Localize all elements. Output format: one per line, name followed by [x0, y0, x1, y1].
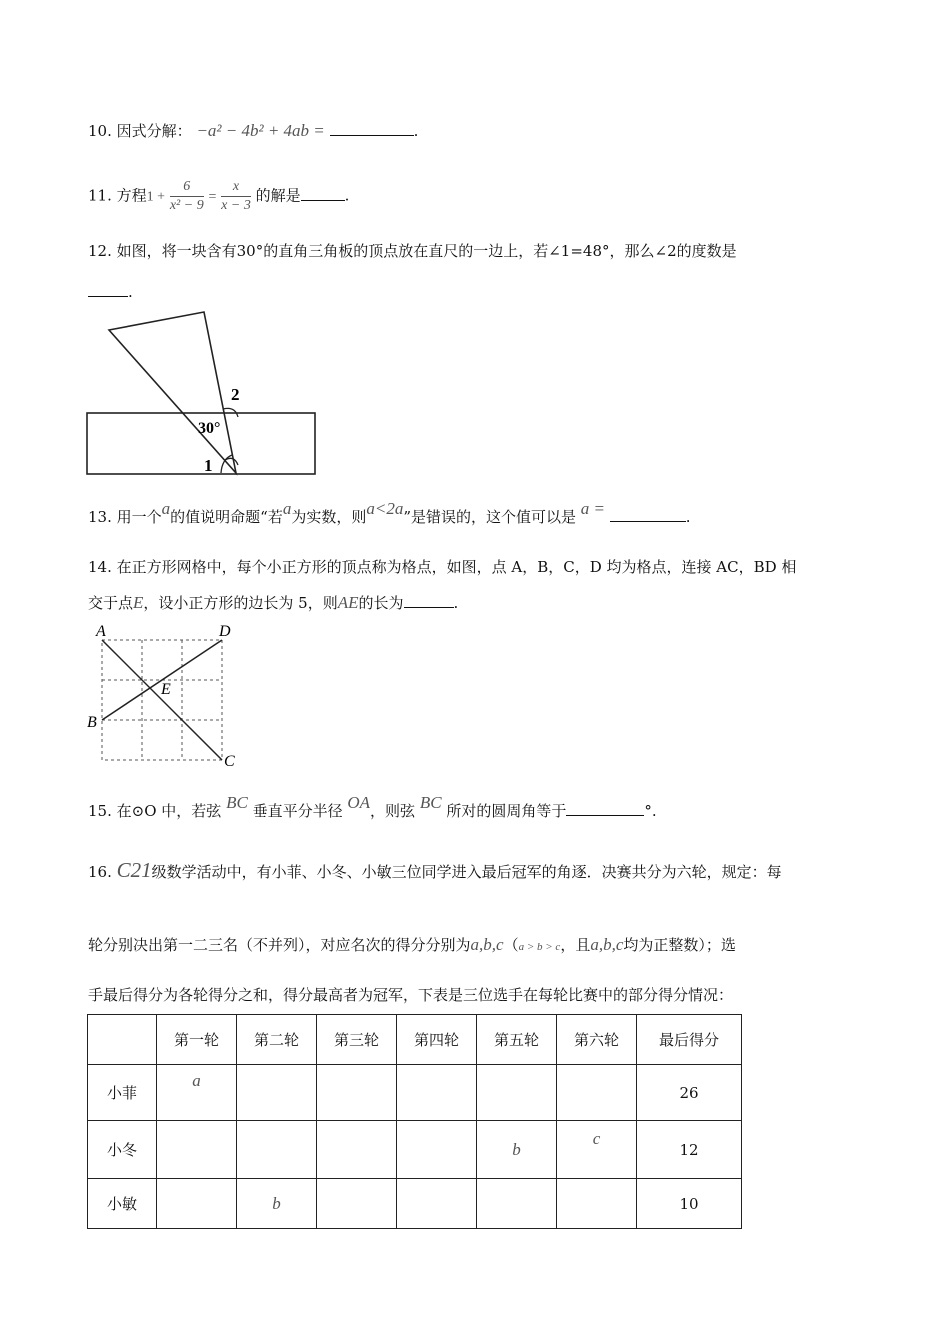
q15-number: 15. — [88, 802, 112, 820]
q15-end: °. — [644, 802, 657, 820]
header-cell: 第四轮 — [397, 1015, 477, 1065]
header-cell — [88, 1015, 157, 1065]
q16-line2-c: ，且 — [560, 936, 591, 954]
q13-t3: 为实数，则 — [291, 508, 367, 526]
table-cell — [477, 1179, 557, 1229]
q14-number: 14. — [88, 558, 112, 576]
q16-line2-d: 均为正整数）；选 — [623, 936, 736, 954]
q14-grid-figure — [85, 620, 245, 770]
q11-text-a: 方程 — [116, 186, 147, 205]
q16-line2-b: （ — [503, 936, 519, 954]
q13-t4: ”是错误的，这个值可以是 — [403, 508, 576, 526]
angle-30-label: 30° — [198, 420, 221, 437]
angle-2-label: 2 — [231, 385, 240, 404]
q16-number: 16. — [88, 863, 112, 881]
q14-line2-a: 交于点 — [88, 594, 134, 612]
q11-fraction-2 — [221, 178, 251, 215]
q16-var-c21: C21 — [116, 858, 152, 882]
question-16-line-3 — [88, 984, 733, 1005]
q11-number: 11. — [88, 186, 112, 205]
table-cell: b — [237, 1179, 317, 1229]
header-cell: 第六轮 — [557, 1015, 637, 1065]
table-cell: a — [157, 1065, 237, 1121]
q10-text: 因式分解： — [116, 122, 192, 140]
q11-answer-blank — [301, 186, 345, 201]
point-e-label: E — [161, 681, 171, 698]
q15-t3: ，则弦 — [370, 802, 416, 820]
q13-var-a-1: a — [161, 499, 171, 518]
q12-end: . — [128, 283, 133, 301]
q10-number: 10. — [88, 122, 112, 140]
point-d-label: D — [219, 623, 231, 640]
q10-answer-blank — [330, 121, 414, 136]
question-13 — [88, 499, 691, 527]
header-cell: 第一轮 — [157, 1015, 237, 1065]
table-cell — [317, 1065, 397, 1121]
q11-frac2-num: x — [221, 178, 251, 197]
table-cell — [317, 1121, 397, 1179]
q11-frac1-num: 6 — [170, 178, 204, 197]
q16-line2-a: 轮分别决出第一二三名（不并列），对应名次的得分分别为 — [88, 936, 471, 954]
table-cell — [157, 1121, 237, 1179]
table-cell — [397, 1065, 477, 1121]
q13-t1: 用一个 — [116, 508, 162, 526]
q15-answer-blank — [566, 801, 644, 816]
point-c-label: C — [224, 753, 235, 770]
q13-end: . — [685, 508, 691, 526]
q13-inequality: a<2a — [366, 499, 404, 518]
triangle-ruler — [109, 312, 236, 473]
q11-equals: = — [208, 189, 217, 205]
q13-var-a-2: a — [282, 499, 292, 518]
q14-line2-c: 的长为 — [358, 594, 404, 612]
q13-a-equals: a = — [580, 499, 606, 518]
question-14-line-1 — [88, 556, 796, 577]
table-header-row — [88, 1015, 742, 1065]
question-12 — [88, 240, 737, 261]
q15-t1: 在⊙O 中，若弦 — [116, 802, 222, 820]
table-cell: 小菲 — [88, 1065, 157, 1121]
score-table — [87, 1014, 742, 1229]
question-11 — [88, 178, 349, 215]
table-cell: c — [557, 1121, 637, 1179]
q15-var-bc-1: BC — [226, 793, 248, 812]
q16-inequality: a > b > c — [518, 941, 561, 953]
q11-end: . — [344, 186, 350, 205]
header-cell: 第二轮 — [237, 1015, 317, 1065]
q10-end: . — [413, 122, 419, 140]
angle-1-label: 1 — [204, 456, 213, 475]
table-row — [88, 1121, 742, 1179]
table-cell — [237, 1065, 317, 1121]
q12-number: 12. — [88, 242, 112, 260]
table-row — [88, 1065, 742, 1121]
point-a-label: A — [96, 623, 106, 640]
table-row — [88, 1179, 742, 1229]
q16-line1: 级数学活动中，有小菲、小冬、小敏三位同学进入最后冠军的角逐．决赛共分为六轮，规定：每 — [151, 863, 782, 881]
q16-var-abc-2: a,b,c — [590, 935, 624, 954]
question-14-line-2 — [88, 592, 458, 613]
table-cell — [557, 1179, 637, 1229]
q14-line1: 在正方形网格中，每个小正方形的顶点称为格点，如图，点 A，B，C，D 均为格点，连接 AC，BD 相 — [116, 558, 797, 576]
table-cell — [477, 1065, 557, 1121]
table-cell — [237, 1121, 317, 1179]
q12-figure — [80, 305, 325, 485]
q11-text-b: 的解是 — [255, 186, 301, 205]
q15-t2: 垂直平分半径 — [252, 802, 343, 820]
q11-frac2-den: x − 3 — [221, 198, 251, 213]
q10-expression: −a² − 4b² + 4ab = — [196, 121, 325, 140]
table-cell — [397, 1121, 477, 1179]
q13-number: 13. — [88, 508, 112, 526]
q14-var-ae: AE — [337, 593, 359, 612]
question-16-line-2 — [88, 934, 736, 955]
q11-one-plus: 1 + — [146, 189, 166, 205]
question-15 — [88, 793, 657, 821]
q16-line3: 手最后得分为各轮得分之和，得分最高者为冠军，下表是三位选手在每轮比赛中的部分得分情况： — [88, 986, 734, 1004]
q11-frac1-den: x² − 9 — [169, 198, 204, 213]
q14-var-e: E — [133, 593, 144, 612]
table-cell: 26 — [637, 1065, 742, 1121]
table-cell: 12 — [637, 1121, 742, 1179]
q12-text: 如图，将一块含有30°的直角三角板的顶点放在直尺的一边上，若∠1=48°，那么∠2的度数是 — [116, 242, 737, 260]
table-cell — [317, 1179, 397, 1229]
table-cell — [557, 1065, 637, 1121]
q14-answer-blank — [404, 593, 454, 608]
q16-var-abc: a,b,c — [470, 935, 504, 954]
q15-t4: 所对的圆周角等于 — [446, 802, 567, 820]
table-cell: 小敏 — [88, 1179, 157, 1229]
segment-ac — [102, 640, 222, 760]
question-16-line-1 — [88, 858, 782, 883]
q12-answer-line — [88, 282, 133, 301]
table-cell — [157, 1179, 237, 1229]
header-cell: 第三轮 — [317, 1015, 397, 1065]
q14-line2-b: ，设小正方形的边长为 5，则 — [143, 594, 338, 612]
question-10 — [88, 120, 418, 141]
point-b-label: B — [87, 714, 97, 731]
table-cell: 10 — [637, 1179, 742, 1229]
table-cell — [397, 1179, 477, 1229]
q13-t2: 的值说明命题“若 — [170, 508, 283, 526]
q11-fraction-1 — [170, 178, 204, 215]
q13-answer-blank — [610, 507, 686, 522]
table-cell: b — [477, 1121, 557, 1179]
table-cell: 小冬 — [88, 1121, 157, 1179]
q14-end: . — [453, 594, 459, 612]
header-cell: 最后得分 — [637, 1015, 742, 1065]
header-cell: 第五轮 — [477, 1015, 557, 1065]
q15-var-oa: OA — [347, 793, 371, 812]
q12-answer-blank — [88, 282, 128, 297]
q15-var-bc-2: BC — [419, 793, 442, 812]
